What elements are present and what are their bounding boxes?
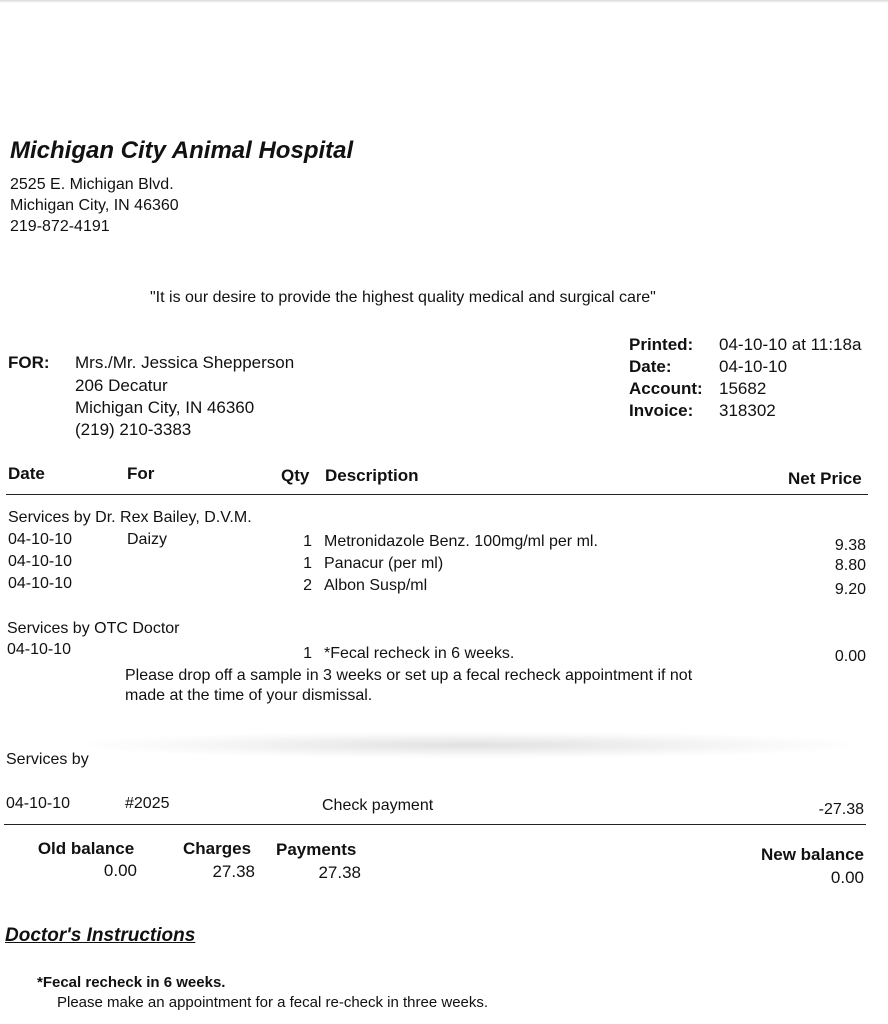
hospital-address-line1: 2525 E. Michigan Blvd. [10,176,174,193]
client-phone: (219) 210-3383 [75,420,192,439]
header-divider [6,494,868,495]
s1-row1-description: Metronidazole Benz. 100mg/ml per ml. [324,533,598,550]
s1-row3-description: Albon Susp/ml [324,577,428,594]
client-city: Michigan City, IN 46360 [75,398,255,417]
hospital-address-line2: Michigan City, IN 46360 [10,197,179,214]
instruction-item-title: *Fecal recheck in 6 weeks. [37,974,226,991]
s2-row-price: 0.00 [834,648,866,665]
date-label: Date: [629,357,672,376]
header-net-price: Net Price [788,469,862,488]
instruction-item-text: Please make an appointment for a fecal re-check in three weeks. [57,994,489,1011]
date-row [629,356,861,378]
charges-value: 27.38 [212,862,255,881]
hospital-motto: "It is our desire to provide the highest quality medical and surgical care" [150,289,656,306]
s1-row1-date: 04-10-10 [8,531,73,548]
header-for: For [127,464,155,483]
charges-label: Charges [183,839,252,858]
section1-title: Services by Dr. Rex Bailey, D.V.M. [8,509,252,526]
old-balance-value: 0.00 [103,861,137,880]
hospital-phone: 219-872-4191 [10,218,110,235]
printed-row [629,334,861,356]
header-qty: Qty [281,466,310,485]
scan-edge [0,0,888,3]
s2-note-line2: made at the time of your dismissal. [125,687,373,704]
invoice-label: Invoice: [629,401,694,420]
payments-value: 27.38 [318,863,361,882]
invoice-meta [629,334,861,422]
date-value: 04-10-10 [719,357,788,376]
new-balance-value: 0.00 [830,868,864,887]
s3-row-description: Check payment [322,797,434,814]
invoice-value: 318302 [719,401,776,420]
s1-row3-price: 9.20 [834,581,866,598]
s2-row-date: 04-10-10 [7,641,72,658]
header-date: Date [8,464,45,483]
s1-row1-qty: 1 [303,533,312,550]
s1-row2-qty: 1 [303,555,312,572]
s1-row3-date: 04-10-10 [8,575,73,592]
s1-row3-qty: 2 [303,577,312,594]
s3-row-price: -27.38 [818,801,864,818]
s1-row1-for: Daizy [127,531,168,548]
s1-row2-description: Panacur (per ml) [324,555,444,572]
client-street: 206 Decatur [75,376,168,395]
s3-row-ref: #2025 [125,795,170,812]
client-name: Mrs./Mr. Jessica Shepperson [75,353,295,372]
totals-divider [4,824,866,825]
printed-label: Printed: [629,335,694,354]
scan-smudge [90,732,850,758]
instructions-title: Doctor's Instructions [5,925,196,946]
s2-note-line1: Please drop off a sample in 3 weeks or set up a fecal recheck appointment if not [125,667,693,684]
s3-row-date: 04-10-10 [6,795,71,812]
s1-row1-price: 9.38 [834,537,866,554]
account-value: 15682 [719,379,767,398]
s1-row2-price: 8.80 [834,557,866,574]
old-balance-label: Old balance [37,839,135,858]
for-label: FOR: [8,353,50,372]
invoice-row [629,400,861,422]
section2-title: Services by OTC Doctor [7,620,180,637]
account-row [629,378,861,400]
s2-row-qty: 1 [303,645,312,662]
payments-label: Payments [276,840,357,859]
section3-title: Services by [6,751,89,768]
hospital-name: Michigan City Animal Hospital [10,137,354,164]
printed-value: 04-10-10 at 11:18a [719,335,862,354]
s1-row2-date: 04-10-10 [8,553,73,570]
header-description: Description [325,466,419,485]
new-balance-label: New balance [761,845,864,864]
s2-row-description: *Fecal recheck in 6 weeks. [324,645,515,662]
account-label: Account: [629,379,703,398]
